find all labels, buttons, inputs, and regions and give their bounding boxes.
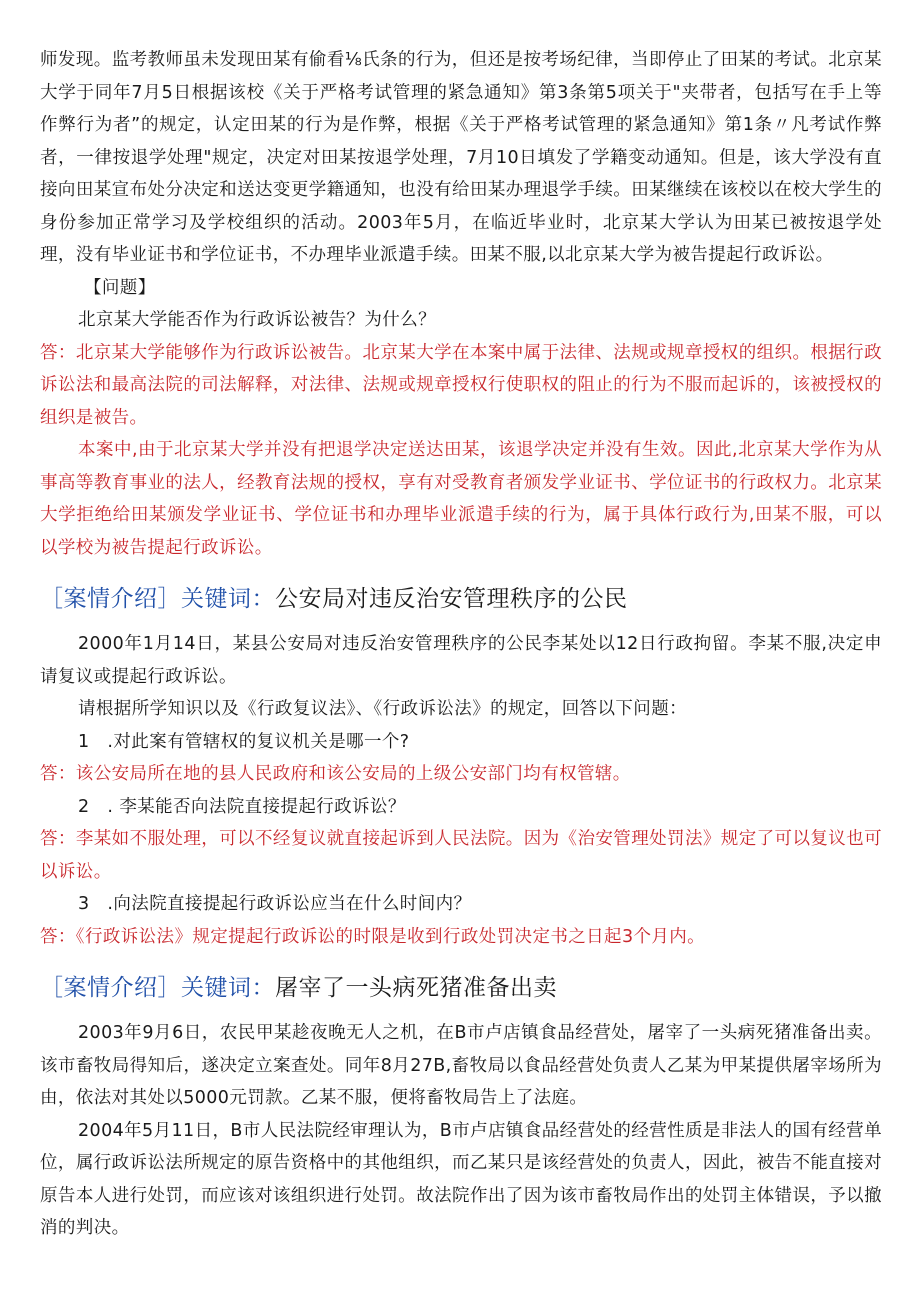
case-intro-label: ［案情介绍］ <box>40 975 181 1001</box>
case1-question: 北京某大学能否作为行政诉讼被告？为什么？ <box>78 310 436 330</box>
case1-answer: 答：北京某大学能够作为行政诉讼被告。北京某大学在本案中属于法律、法规或规章授权的组织。根据行政诉讼法和最高法院的司法解释，对法律、法规或规章授权行使职权的阻止的行为不服而起诉的，该被授权的组织是被告。 <box>40 342 882 428</box>
case1-answer-continued: 本案中,由于北京某大学并没有把退学决定送达田某，该退学决定并没有生效。因此,北京某大学作为从事高等教育事业的法人，经教育法规的授权，享有对受教育者颁发学业证书、学位证书的行政权力。北京某大学拒绝给田某颁发学业证书、学位证书和办理毕业派遣手续的行为，属于具体行政行为,田某不服，可以以学校为被告提起行政诉讼。 <box>40 440 882 558</box>
case-intro-label: ［案情介绍］ <box>40 586 181 612</box>
case3-body-2: 2004年5月11日，B市人民法院经审理认为，B市卢店镇食品经营处的经营性质是非法人的国有经营单位，属行政诉讼法所规定的原告资格中的其他组织，而乙某只是该经营处的负责人，因此，被告不能直接对原告本人进行处罚，而应该对该组织进行处罚。故法院作出了因为该市畜牧局作出的处罚主体错误，予以撤消的判决。 <box>40 1120 882 1238</box>
document-page <box>40 44 882 1245</box>
keyword-label: 关键词： <box>181 586 275 612</box>
case2-answer-3: 答：《行政诉讼法》规定提起行政诉讼的时限是收到行政处罚决定书之日起3个月内。 <box>40 926 706 947</box>
case3-heading <box>40 971 882 1005</box>
case2-answer-1: 答：该公安局所在地的县人民政府和该公安局的上级公安部门均有权管辖。 <box>40 764 631 784</box>
case2-question-2: 2 . 李某能否向法院直接提起行政诉讼？ <box>78 796 406 817</box>
keyword-label: 关键词： <box>181 975 275 1001</box>
case2-question-3: 3 .向法院直接提起行政诉讼应当在什么时间内？ <box>78 894 472 914</box>
question-label: 【问题】 <box>84 277 156 298</box>
case3-body-1: 2003年9月6日，农民甲某趁夜晚无人之机，在B市卢店镇食品经营处，屠宰了一头病死猪准备出卖。该市畜牧局得知后，遂决定立案查处。同年8月27B,畜牧局以食品经营处负责人乙某为甲某提供屠宰场所为由，依法对其处以5000元罚款。乙某不服，便将畜牧局告上了法庭。 <box>40 1023 882 1108</box>
keyword-text: 屠宰了一头病死猪准备出卖 <box>275 975 557 1001</box>
keyword-text: 公安局对违反治安管理秩序的公民 <box>275 586 628 612</box>
case1-body: 师发现。监考教师虽未发现田某有偷看⅛氏条的行为，但还是按考场纪律，当即停止了田某的考试。北京某大学于同年7月5日根据该校《关于严格考试管理的紧急通知》第3条第5项关于"夹带者，包括写在手上等作弊行为者”的规定，认定田某的行为是作弊，根据《关于严格考试管理的紧急通知》第1条〃凡考试作弊者，一律按退学处理"规定，决定对田某按退学处理，7月10日填发了学籍变动通知。但是，该大学没有直接向田某宣布处分决定和送达变更学籍通知，也没有给田某办理退学手续。田某继续在该校以在校大学生的身份参加正常学习及学校组织的活动。2003年5月，在临近毕业时，北京某大学认为田某已被按退学处理，没有毕业证书和学位证书，不办理毕业派遣手续。田某不服,以北京某大学为被告提起行政诉讼。 <box>40 50 882 265</box>
case2-heading <box>40 582 882 616</box>
case2-answer-2: 答：李某如不服处理，可以不经复议就直接起诉到人民法院。因为《治安管理处罚法》规定了可以复议也可以诉讼。 <box>40 829 882 882</box>
case2-prompt: 请根据所学知识以及《行政复议法》、《行政诉讼法》的规定，回答以下问题： <box>78 699 687 719</box>
case2-body: 2000年1月14日，某县公安局对违反治安管理秩序的公民李某处以12日行政拘留。李某不服,决定申请复议或提起行政诉讼。 <box>40 634 882 687</box>
case2-question-1: 1 .对此案有管辖权的复议机关是哪一个? <box>78 731 410 752</box>
